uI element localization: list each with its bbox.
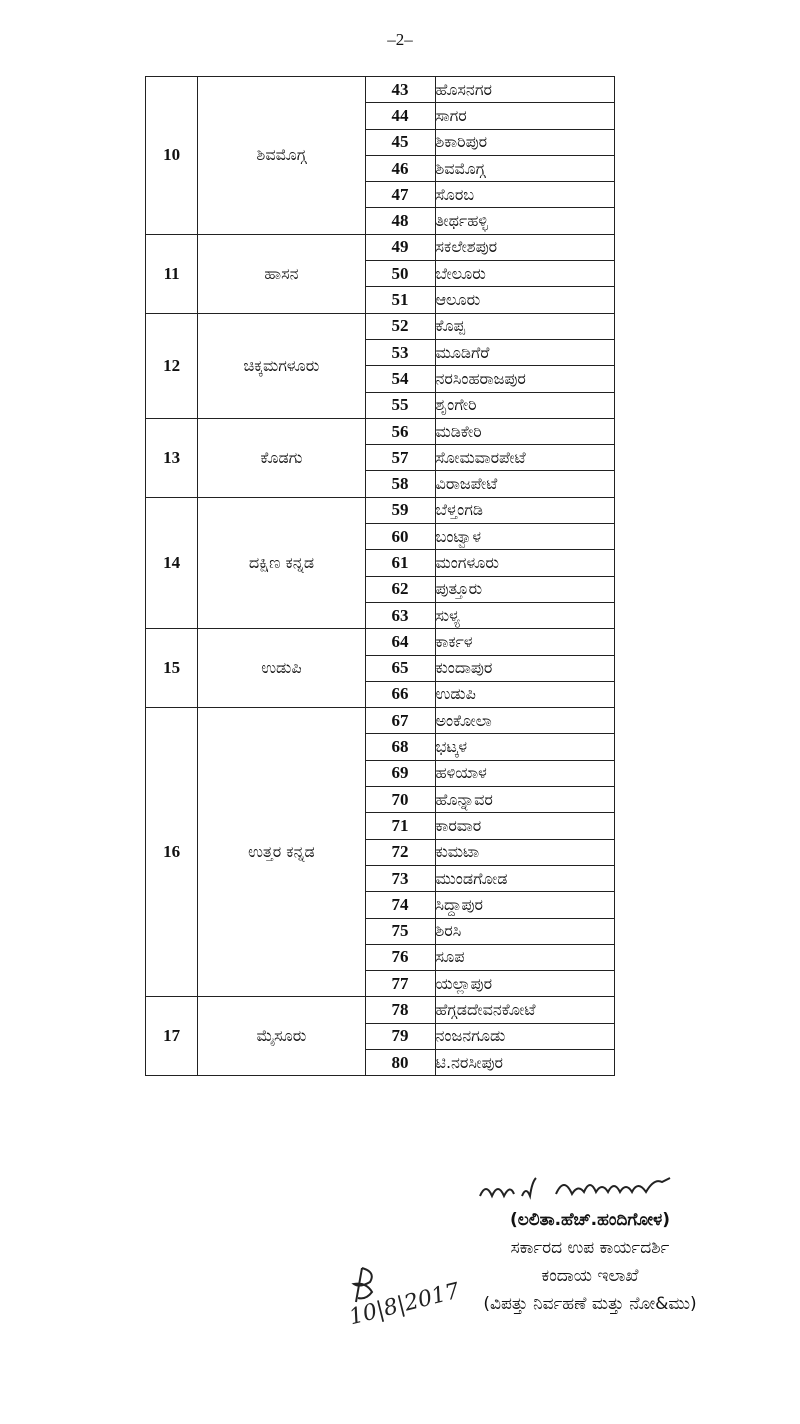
district-taluk-table: [145, 76, 615, 1076]
taluk-number: 63: [365, 602, 435, 628]
taluk-number: 60: [365, 524, 435, 550]
taluk-name: ಸಾಗರ: [435, 103, 615, 129]
taluk-number: 64: [365, 629, 435, 655]
district-name: ಶಿವಮೊಗ್ಗ: [198, 77, 365, 235]
taluk-name: ಕುಮಟಾ: [435, 839, 615, 865]
taluk-name: ಶೃಂಗೇರಿ: [435, 392, 615, 418]
taluk-number: 67: [365, 708, 435, 734]
taluk-name: ಸಿದ್ದಾಪುರ: [435, 892, 615, 918]
taluk-number: 45: [365, 129, 435, 155]
table-row: [146, 234, 615, 260]
district-number: 12: [146, 313, 198, 418]
taluk-number: 77: [365, 971, 435, 997]
section-name: (ವಿಪತ್ತು ನಿರ್ವಹಣೆ ಮತ್ತು ನೋ&ಮು): [483, 1294, 697, 1314]
taluk-number: 58: [365, 471, 435, 497]
taluk-name: ಬೆಳ್ತಂಗಡಿ: [435, 497, 615, 523]
taluk-number: 69: [365, 760, 435, 786]
taluk-name: ಅಂಕೋಲಾ: [435, 708, 615, 734]
taluk-number: 49: [365, 234, 435, 260]
district-number: 17: [146, 997, 198, 1076]
table-row: [146, 497, 615, 523]
taluk-number: 70: [365, 787, 435, 813]
taluk-number: 51: [365, 287, 435, 313]
taluk-name: ನಂಜನಗೂಡು: [435, 1023, 615, 1049]
taluk-number: 72: [365, 839, 435, 865]
district-name: ಮೈಸೂರು: [198, 997, 365, 1076]
taluk-name: ಬೇಲೂರು: [435, 261, 615, 287]
taluk-number: 71: [365, 813, 435, 839]
taluk-number: 57: [365, 445, 435, 471]
taluk-number: 80: [365, 1049, 435, 1075]
district-number: 15: [146, 629, 198, 708]
taluk-name: ಟಿ.ನರಸೀಪುರ: [435, 1049, 615, 1075]
handwritten-signature: [440, 1170, 740, 1206]
district-number: 16: [146, 708, 198, 997]
taluk-number: 53: [365, 339, 435, 365]
taluk-number: 46: [365, 155, 435, 181]
taluk-name: ಕೊಪ್ಪ: [435, 313, 615, 339]
taluk-number: 78: [365, 997, 435, 1023]
taluk-number: 55: [365, 392, 435, 418]
table-row: [146, 629, 615, 655]
taluk-name: ಹೊನ್ನಾವರ: [435, 787, 615, 813]
table-row: [146, 77, 615, 103]
table-row: [146, 997, 615, 1023]
taluk-name: ಶಿಕಾರಿಪುರ: [435, 129, 615, 155]
taluk-number: 75: [365, 918, 435, 944]
district-name: ಕೊಡಗು: [198, 418, 365, 497]
taluk-number: 56: [365, 418, 435, 444]
district-number: 10: [146, 77, 198, 235]
taluk-name: ಆಲೂರು: [435, 287, 615, 313]
taluk-name: ಭಟ್ಕಳ: [435, 734, 615, 760]
taluk-name: ಶಿವಮೊಗ್ಗ: [435, 155, 615, 181]
taluk-name: ಶಿರಸಿ: [435, 918, 615, 944]
taluk-number: 61: [365, 550, 435, 576]
initial-date: 10|8|2017: [346, 1278, 463, 1331]
taluk-number: 76: [365, 944, 435, 970]
table-row: [146, 708, 615, 734]
taluk-name: ಉಡುಪಿ: [435, 681, 615, 707]
taluk-number: 47: [365, 182, 435, 208]
taluk-number: 68: [365, 734, 435, 760]
table-row: [146, 418, 615, 444]
taluk-name: ಪುತ್ತೂರು: [435, 576, 615, 602]
taluk-name: ಬಂಟ್ವಾಳ: [435, 524, 615, 550]
taluk-number: 62: [365, 576, 435, 602]
taluk-name: ಮಡಿಕೇರಿ: [435, 418, 615, 444]
department-name: ಕಂದಾಯ ಇಲಾಖೆ: [541, 1266, 639, 1286]
district-name: ಉಡುಪಿ: [198, 629, 365, 708]
taluk-name: ಮಂಗಳೂರು: [435, 550, 615, 576]
district-name: ಚಿಕ್ಕಮಗಳೂರು: [198, 313, 365, 418]
district-number: 11: [146, 234, 198, 313]
taluk-number: 74: [365, 892, 435, 918]
taluk-number: 44: [365, 103, 435, 129]
signature-block: [440, 1170, 740, 1318]
district-number: 14: [146, 497, 198, 628]
district-name: ಹಾಸನ: [198, 234, 365, 313]
taluk-name: ನರಸಿಂಹರಾಜಪುರ: [435, 366, 615, 392]
table-row: [146, 313, 615, 339]
taluk-number: 59: [365, 497, 435, 523]
taluk-name: ಕಾರವಾರ: [435, 813, 615, 839]
taluk-name: ತೀರ್ಥಹಳ್ಳಿ: [435, 208, 615, 234]
taluk-number: 54: [365, 366, 435, 392]
taluk-number: 65: [365, 655, 435, 681]
taluk-name: ಸೋಮವಾರಪೇಟೆ: [435, 445, 615, 471]
taluk-number: 52: [365, 313, 435, 339]
taluk-name: ಮುಂಡಗೋಡ: [435, 865, 615, 891]
taluk-number: 79: [365, 1023, 435, 1049]
taluk-name: ಹೆಗ್ಗಡದೇವನಕೋಟೆ: [435, 997, 615, 1023]
signatory-designation: ಸರ್ಕಾರದ ಉಪ ಕಾರ್ಯದರ್ಶಿ: [510, 1238, 670, 1258]
taluk-name: ಕುಂದಾಪುರ: [435, 655, 615, 681]
taluk-name: ಸುಳ್ಯ: [435, 602, 615, 628]
taluk-number: 66: [365, 681, 435, 707]
taluk-name: ಸಕಲೇಶಪುರ: [435, 234, 615, 260]
taluk-number: 43: [365, 77, 435, 103]
page-number: –2–: [387, 30, 413, 49]
district-name: ದಕ್ಷಿಣ ಕನ್ನಡ: [198, 497, 365, 628]
taluk-name: ಮೂಡಿಗೆರೆ: [435, 339, 615, 365]
taluk-name: ಹಳಿಯಾಳ: [435, 760, 615, 786]
district-name: ಉತ್ತರ ಕನ್ನಡ: [198, 708, 365, 997]
taluk-name: ವಿರಾಜಪೇಟೆ: [435, 471, 615, 497]
taluk-number: 50: [365, 261, 435, 287]
taluk-number: 73: [365, 865, 435, 891]
taluk-name: ಯಲ್ಲಾಪುರ: [435, 971, 615, 997]
taluk-number: 48: [365, 208, 435, 234]
taluk-name: ಸೊರಬ: [435, 182, 615, 208]
signatory-name: (ಲಲಿತಾ.ಹೆಚ್.ಹಂದಿಗೋಳ): [509, 1210, 671, 1230]
taluk-name: ಹೊಸನಗರ: [435, 77, 615, 103]
district-number: 13: [146, 418, 198, 497]
taluk-name: ಕಾರ್ಕಳ: [435, 629, 615, 655]
taluk-name: ಸೂಪ: [435, 944, 615, 970]
